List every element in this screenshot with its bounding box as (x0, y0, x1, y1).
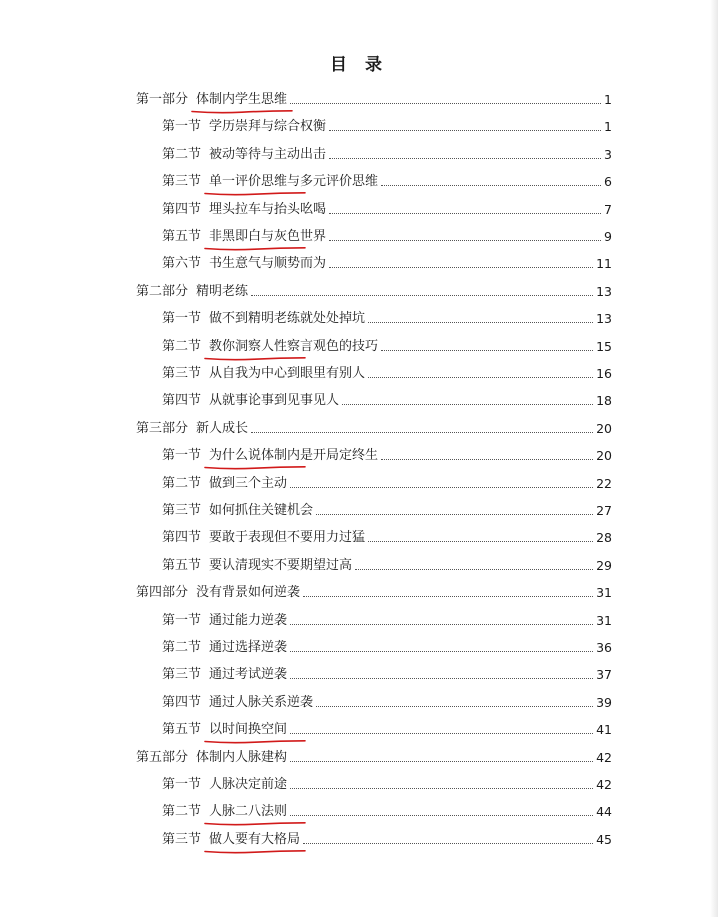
toc-entry-label: 体制内学生思维 (196, 92, 287, 108)
toc-page-number: 45 (596, 831, 612, 847)
toc-page-number: 31 (596, 612, 612, 628)
dot-leader (355, 569, 593, 570)
toc-entry-label: 书生意气与顺势而为 (209, 256, 327, 272)
toc-section-row (162, 356, 612, 382)
toc-part-row (136, 411, 612, 437)
dot-leader (290, 103, 601, 104)
toc-entry-number: 第一节 (162, 448, 202, 464)
dot-leader (290, 761, 593, 762)
toc-section-row (162, 603, 612, 629)
toc-page-number: 7 (604, 201, 612, 217)
toc-section-row (162, 192, 612, 218)
toc-page-number: 6 (604, 174, 612, 190)
toc-entry-label: 从自我为中心到眼里有别人 (209, 366, 366, 381)
toc-entry-label: 非黑即白与灰色世界 (209, 229, 326, 245)
dot-leader (381, 350, 593, 351)
toc-page-number: 29 (596, 557, 612, 573)
toc-entry-label: 要认清现实不要期望过高 (209, 557, 353, 573)
toc-entry-number: 第三节 (162, 503, 202, 518)
toc-page-number: 18 (596, 393, 612, 409)
toc-page-number: 1 (604, 119, 612, 135)
toc-entry-label: 被动等待与主动出击 (209, 146, 327, 162)
toc-entry-label: 通过选择逆袭 (209, 640, 288, 655)
toc-part-row (136, 575, 612, 601)
toc-entry-label: 做不到精明老练就处处掉坑 (209, 311, 366, 327)
toc-entry-label: 通过能力逆袭 (209, 612, 288, 628)
red-handwritten-underline (205, 849, 305, 855)
page-title: 目 录 (330, 55, 388, 75)
toc-page-number: 13 (596, 283, 612, 299)
dot-leader (329, 213, 601, 214)
toc-entry-number: 第二节 (162, 338, 202, 354)
toc-entry-label: 体制内人脉建构 (196, 749, 288, 765)
toc-entry-number: 第三节 (162, 366, 202, 381)
toc-section-row (162, 383, 612, 409)
toc-entry-number: 第六节 (162, 256, 202, 272)
dot-leader (329, 267, 593, 268)
toc-entry-number: 第二节 (162, 640, 202, 655)
toc-entry-label: 精明老练 (196, 283, 249, 299)
toc-entry-number: 第二部分 (136, 283, 189, 299)
toc-section-row (162, 109, 612, 135)
toc-entry-label: 通过人脉关系逆袭 (209, 694, 314, 710)
toc-entry-number: 第四部分 (136, 585, 189, 601)
toc-section-row (162, 246, 612, 272)
toc-page-number: 36 (596, 640, 612, 655)
dot-leader (329, 158, 601, 159)
toc-page-number: 3 (604, 146, 612, 162)
toc-entry-number: 第三部分 (136, 420, 189, 436)
toc-entry-label: 没有背景如何逆袭 (196, 585, 301, 601)
dot-leader (290, 624, 593, 625)
toc-section-row (162, 520, 612, 546)
toc-entry-label: 以时间换空间 (209, 722, 287, 738)
toc-entry-label: 埋头拉车与抬头吆喝 (209, 201, 327, 217)
toc-section-row (162, 685, 612, 711)
toc-entry-label: 人脉二八法则 (209, 804, 287, 820)
toc-page-number: 1 (604, 92, 612, 107)
toc-entry-number: 第三节 (162, 174, 202, 190)
toc-part-row (136, 274, 612, 300)
dot-leader (381, 185, 601, 186)
dot-leader (381, 459, 593, 460)
toc-entry-label: 要敢于表现但不要用力过猛 (209, 530, 366, 546)
toc-page-number: 20 (596, 448, 612, 464)
toc-section-row (162, 219, 612, 245)
toc-part-row (136, 740, 612, 766)
toc-section-row (162, 301, 612, 327)
dot-leader (251, 295, 593, 296)
toc-entry-label: 如何抓住关键机会 (209, 503, 314, 518)
toc-page-number: 27 (596, 503, 612, 518)
toc-entry-label: 新人成长 (196, 420, 249, 436)
dot-leader (329, 130, 601, 131)
toc-entry-label: 做人要有大格局 (209, 832, 300, 848)
dot-leader (316, 706, 593, 707)
toc-page-number: 42 (596, 749, 612, 765)
toc-section-row (162, 767, 612, 793)
toc-page-number: 31 (596, 585, 612, 601)
toc-entry-label: 单一评价思维与多元评价思维 (209, 174, 378, 190)
toc-section-row (162, 630, 612, 656)
dot-leader (368, 377, 593, 378)
toc-entry-number: 第二节 (162, 804, 202, 820)
toc-entry-number: 第三节 (162, 831, 202, 847)
toc-entry-number: 第一节 (162, 612, 202, 628)
toc-entry-number: 第五节 (162, 722, 202, 738)
toc-entry-number: 第一节 (162, 311, 202, 327)
toc-page-number: 13 (596, 311, 612, 327)
toc-page-number: 11 (596, 256, 612, 272)
dot-leader (290, 487, 593, 488)
toc-section-row (162, 548, 612, 574)
toc-page-number: 37 (596, 667, 612, 683)
toc-entry-label: 从就事论事到见事见人 (209, 393, 340, 409)
toc-entry-label: 通过考试逆袭 (209, 667, 288, 683)
dot-leader (316, 514, 593, 515)
toc-section-row (162, 329, 612, 355)
toc-entry-number: 第三节 (162, 667, 202, 683)
toc-page-number: 41 (596, 722, 612, 738)
toc-section-row (162, 137, 612, 163)
toc-part-row (136, 82, 612, 108)
toc-section-row (162, 466, 612, 492)
toc-section-row (162, 822, 612, 848)
toc-entry-label: 为什么说体制内是开局定终生 (209, 448, 378, 464)
dot-leader (303, 843, 593, 844)
toc-entry-number: 第二节 (162, 146, 202, 162)
toc-entry-label: 人脉决定前途 (209, 777, 288, 792)
dot-leader (329, 240, 601, 241)
toc-section-row (162, 493, 612, 519)
toc-entry-number: 第一部分 (136, 92, 189, 107)
toc-page-number: 16 (596, 366, 612, 381)
page-edge-shadow (710, 0, 718, 917)
toc-page-number: 42 (596, 777, 612, 792)
toc-entry-number: 第二节 (162, 475, 202, 491)
toc-page-number: 22 (596, 475, 612, 491)
toc-entry-number: 第五节 (162, 229, 202, 244)
toc-section-row (162, 164, 612, 190)
toc-page-number: 28 (596, 530, 612, 546)
dot-leader (290, 678, 593, 679)
toc-section-row (162, 794, 612, 820)
toc-entry-label: 学历崇拜与综合权衡 (209, 119, 327, 135)
toc-page-number: 39 (596, 694, 612, 710)
toc-entry-number: 第一节 (162, 777, 202, 792)
toc-entry-number: 第五节 (162, 557, 202, 573)
dot-leader (368, 322, 593, 323)
toc-page-number: 44 (596, 804, 612, 820)
toc-entry-number: 第四节 (162, 530, 202, 546)
dot-leader (303, 596, 593, 597)
toc-section-row (162, 657, 612, 683)
toc-entry-label: 教你洞察人性察言观色的技巧 (209, 339, 378, 355)
toc-section-row (162, 712, 612, 738)
toc-entry-number: 第五部分 (136, 749, 189, 765)
toc-entry-number: 第四节 (162, 694, 202, 710)
dot-leader (290, 815, 593, 816)
toc-section-row (162, 438, 612, 464)
dot-leader (342, 404, 593, 405)
toc-page-number: 15 (596, 338, 612, 354)
toc-page-number: 9 (604, 229, 612, 244)
dot-leader (290, 651, 593, 652)
dot-leader (251, 432, 593, 433)
toc-entry-number: 第四节 (162, 201, 202, 217)
toc-entry-label: 做到三个主动 (209, 475, 288, 491)
toc-page-number: 20 (596, 420, 612, 436)
toc-entry-number: 第一节 (162, 119, 202, 135)
dot-leader (368, 541, 593, 542)
dot-leader (290, 788, 593, 789)
dot-leader (290, 733, 593, 734)
toc-entry-number: 第四节 (162, 393, 202, 409)
